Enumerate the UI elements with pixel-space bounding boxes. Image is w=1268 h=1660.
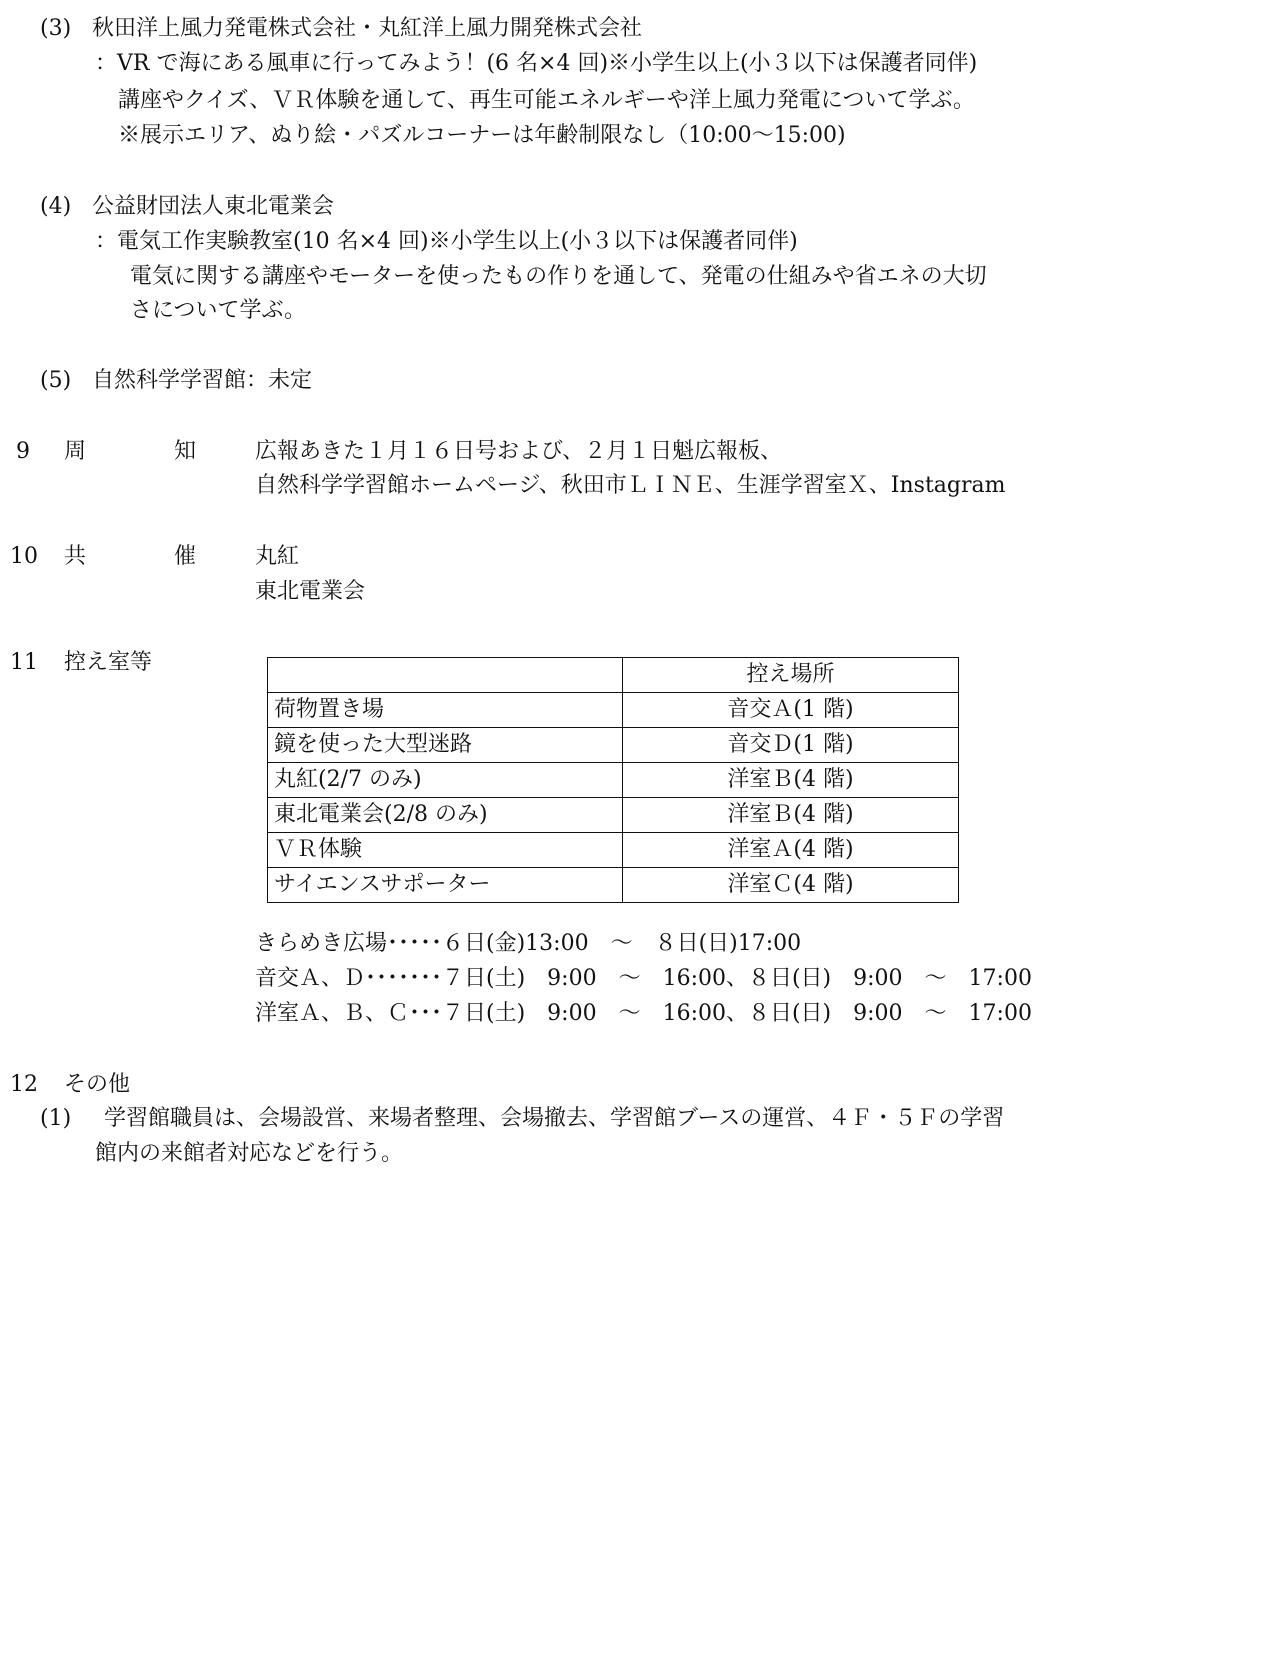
table-cell: 音交Ａ(1 階): [623, 693, 959, 728]
section-5-number: (5): [40, 368, 72, 393]
schedule-line: 音交Ａ、Ｄ･･･････７日(土) 9:00 ～ 16:00、８日(日) 9:00 ～ 17:00: [255, 966, 1032, 991]
schedule-line: 洋室Ａ、Ｂ、Ｃ･･･７日(土) 9:00 ～ 16:00、８日(日) 9:00 ～ 17:00: [255, 1001, 1032, 1026]
table-cell: 洋室Ｃ(4 階): [623, 868, 959, 903]
table-cell: 音交Ｄ(1 階): [623, 728, 959, 763]
table-cell: 丸紅(2/7 のみ): [268, 763, 623, 798]
item-9-number: 9: [16, 439, 30, 464]
section-4-number: (4): [40, 194, 72, 219]
table-cell: 洋室Ａ(4 階): [623, 833, 959, 868]
section-5-text: 自然科学学習館：未定: [92, 368, 313, 393]
item-10-label: 催: [174, 544, 197, 569]
item-10-text: 東北電業会: [255, 579, 366, 604]
item-9-label: 知: [174, 439, 197, 464]
table-cell: ＶＲ体験: [268, 833, 623, 868]
item-11-number: 11: [10, 650, 38, 675]
item-12-text: 学習館職員は、会場設営、来場者整理、会場撤去、学習館ブースの運営、４Ｆ・５Ｆの学習: [104, 1106, 1005, 1131]
table-row: [268, 833, 959, 868]
section-3-line: 講座やクイズ、ＶＲ体験を通して、再生可能エネルギーや洋上風力発電について学ぶ。: [118, 88, 975, 113]
table-header-cell: 控え場所: [623, 658, 959, 693]
item-12-text: 館内の来館者対応などを行う。: [95, 1141, 404, 1166]
item-12-number: 12: [10, 1072, 38, 1097]
table-header-cell: [268, 658, 623, 693]
table-row: [268, 868, 959, 903]
table-cell: 洋室Ｂ(4 階): [623, 763, 959, 798]
item-9-text: 広報あきた１月１６日号および、２月１日魁広報板、: [255, 439, 783, 464]
table-row: [268, 763, 959, 798]
item-10-number: 10: [10, 544, 38, 569]
section-3-title: 秋田洋上風力発電株式会社・丸紅洋上風力開発株式会社: [92, 16, 643, 41]
item-10-text: 丸紅: [255, 544, 300, 569]
table-cell: 鏡を使った大型迷路: [268, 728, 623, 763]
item-11-label: 控え室等: [64, 650, 153, 675]
table-cell: 洋室Ｂ(4 階): [623, 798, 959, 833]
section-3-number: (3): [40, 16, 72, 41]
waiting-room-table: [267, 657, 959, 903]
table-cell: サイエンスサポーター: [268, 868, 623, 903]
table-row: [268, 693, 959, 728]
schedule-line: きらめき広場･････６日(金)13:00 ～ ８日(日)17:00: [255, 931, 802, 956]
item-9-label: 周: [64, 439, 87, 464]
section-4-line: 電気に関する講座やモーターを使ったもの作りを通して、発電の仕組みや省エネの大切: [130, 264, 987, 289]
table-row: [268, 798, 959, 833]
item-12-label: その他: [64, 1072, 131, 1097]
table-cell: 東北電業会(2/8 のみ): [268, 798, 623, 833]
section-4-line: ：電気工作実験教室(10 名×4 回)※小学生以上(小３以下は保護者同伴): [95, 229, 798, 254]
item-9-text: 自然科学学習館ホームページ、秋田市ＬＩＮＥ、生涯学習室Ｘ、Instagram: [255, 473, 1006, 498]
section-4-line: さについて学ぶ。: [130, 298, 307, 323]
section-4-title: 公益財団法人東北電業会: [92, 194, 335, 219]
section-3-line: ：VR で海にある風車に行ってみよう！(6 名×4 回)※小学生以上(小３以下は保護者同伴): [95, 51, 978, 76]
table-header-row: [268, 658, 959, 693]
table-cell: 荷物置き場: [268, 693, 623, 728]
section-3-line: ※展示エリア、ぬり絵・パズルコーナーは年齢制限なし（10:00〜15:00): [118, 123, 846, 148]
item-12-sub-number: (1): [40, 1106, 72, 1131]
item-10-label: 共: [64, 544, 87, 569]
table-row: [268, 728, 959, 763]
